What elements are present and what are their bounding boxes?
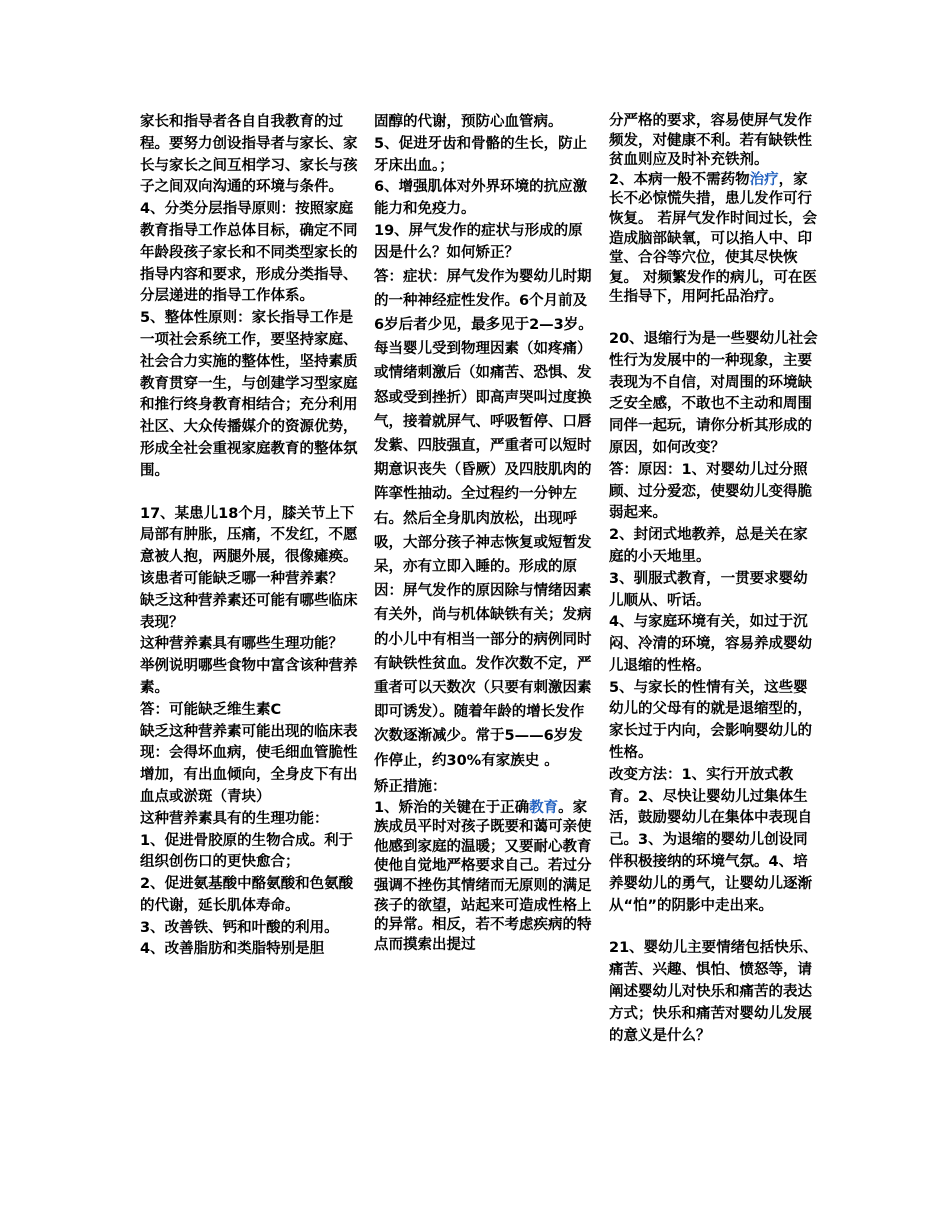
treatment-link[interactable]: 治疗 — [749, 171, 779, 188]
list-item: 4、改善脂肪和类脂特别是胆 — [140, 941, 325, 958]
answer: 答：可能缺乏维生素C — [140, 701, 282, 718]
paragraph: 家长和指导者各自自我教育的过程。要努力创设指导者与家长、家长与家长之间互相学习、家长与孩子之间双向沟通的环境与条件。 — [140, 114, 358, 196]
paragraph: 该患者可能缺乏哪一种营养素？ — [140, 570, 343, 587]
answer: 答：原因：1、对婴幼儿过分照顾、过分爱恋，使婴幼儿变得脆弱起来。 — [609, 461, 812, 522]
paragraph: 分严格的要求，容易使屏气发作频发，对健康不利。若有缺铁性贫血则应及时补充铁剂。 — [609, 113, 812, 169]
answer: 答：症状：屏气发作为婴幼儿时期的一种神经症性发作。6个月前及6岁后者少见，最多见于2—3岁。每当婴儿受到物理因素（如疼痛）或情绪刺激后（如痛苦、恐惧、发怒或受到挫折）即高声哭叫过度换气，接着就屏气、呼吸暂停、口唇发紫、四肢强直，严重者可以短时期意识丧失（昏厥）及四肢肌肉的阵挛性抽动。全过程约一分钟左右。然后全身肌肉放松，出现呼吸，大部分孩子神志恢复或短暂发呆，亦有立即入睡的。形成的原因：屏气发作的原因除与情绪因素有关外，尚与机体缺铁有关；发病的小儿中有相当一部分的病例同时有缺铁性贫血。发作次数不定，严重者可以天数次（只要有刺激因素即可诱发）。随着年龄的增长发作次数逐渐减少。常于5——6岁发作停止，约30%有家族史 。 — [374, 268, 593, 769]
paragraph-text: 1、矫治的关键在于正确 — [374, 799, 530, 816]
paragraph: 缺乏这种营养素还可能有哪些临床表现？ — [140, 592, 358, 631]
paragraph-text: 。家族成员平时对孩子既要和蔼可亲使他感到家庭的温暖；又要耐心教育使他自觉地严格要求自己。若过分强调不挫伤其情绪而无原则的满足孩子的欲望，站起来可造成性格上的异常。相反，若不考虑疾病的特点而摸索出提过 — [374, 799, 592, 953]
paragraph: 5、整体性原则：家长指导工作是一项社会系统工作，要坚持家庭、社会合力实施的整体性，坚持素质教育贯穿一生，与创建学习型家庭和推行终身教育相结合；充分利用社区、大众传播媒介的资源优势，形成全社会重视家庭教育的整体氛围。 — [140, 310, 358, 479]
list-item: 1、促进骨胶原的生物合成。利于组织创伤口的更快愈合； — [140, 832, 354, 871]
paragraph: 改变方法：1、实行开放式教育。2、尽快让婴幼儿过集体生活，鼓励婴幼儿在集体中表现自己。3、为退缩的婴幼儿创设同伴积极接纳的环境气氛。4、培养婴幼儿的勇气，让婴幼儿逐渐从“怕”的阴影中走出来。 — [609, 766, 812, 914]
paragraph: 这种营养素具有的生理功能： — [140, 810, 329, 827]
paragraph: 矫正措施： — [374, 778, 447, 795]
column-1 — [140, 112, 358, 961]
paragraph: 5、促进牙齿和骨骼的生长，防止牙床出血。； — [374, 135, 588, 174]
column-3 — [609, 112, 821, 1047]
education-link[interactable]: 教育 — [529, 799, 559, 816]
paragraph-text: 2、本病一般不需药物 — [609, 171, 750, 188]
question-17: 17、某患儿18个月，膝关节上下局部有肿胀，压痛，不发红，不愿意被人抱，两腿外展，很像瘫痪。 — [140, 505, 358, 566]
question-19: 19、屏气发作的症状与形成的原因是什么？如何矫正？ — [374, 222, 583, 261]
paragraph: 6、增强肌体对外界环境的抗应激能力和免疫力。 — [374, 179, 588, 218]
list-item: 2、封闭式地教养，总是关在家庭的小天地里。 — [609, 527, 808, 565]
paragraph — [609, 171, 821, 308]
question-20: 20、退缩行为是一些婴幼儿社会性行为发展中的一种现象，主要表现为不自信，对周围的环境缺乏安全感，不敢也不主动和周围同伴一起玩，请你分析其形成的原因，如何改变？ — [609, 330, 818, 456]
list-item: 3、改善铁、钙和叶酸的利用。 — [140, 919, 339, 936]
list-item: 3、驯服式教育，一贯要求婴幼儿顺从、听话。 — [609, 570, 808, 609]
paragraph — [374, 799, 596, 956]
list-item: 5、与家长的性情有关，这些婴幼儿的父母有的就是退缩型的，家长过于内向，会影响婴幼儿的性格。 — [609, 679, 812, 762]
paragraph: 这种营养素具有哪些生理功能？ — [140, 636, 343, 653]
list-item: 4、与家庭环境有关，如过于沉闷、冷清的环境，容易养成婴幼儿退缩的性格。 — [609, 614, 812, 674]
column-2 — [374, 112, 596, 955]
paragraph-text: ，家长不必惊慌失措，患儿发作可行恢复。 若屏气发作时间过长，会造成脑部缺氧，可以掐人中、印堂、合谷等穴位，使其尽快恢复。 对频繁发作的病儿，可在医生指导下，用阿托品治疗。 — [609, 171, 818, 306]
paragraph: 举例说明哪些食物中富含该种营养素。 — [140, 658, 358, 696]
list-item: 2、促进氨基酸中酪氨酸和色氨酸的代谢，延长肌体寿命。 — [140, 876, 354, 914]
paragraph: 缺乏这种营养素可能出现的临床表现：会得坏血病，使毛细血管脆性增加，有出血倾向，全身皮下有出血点或淤斑（青块） — [140, 723, 358, 805]
paragraph: 4、分类分层指导原则：按照家庭教育指导工作总体目标，确定不同年龄段孩子家长和不同类型家长的指导内容和要求，形成分类指导、分层递进的指导工作体系。 — [140, 201, 358, 305]
paragraph: 固醇的代谢，预防心血管病。 — [374, 114, 563, 130]
question-21: 21、婴幼儿主要情绪包括快乐、痛苦、兴趣、惧怕、愤怒等，请阐述婴幼儿对快乐和痛苦的表达方式；快乐和痛苦对婴幼儿发展的意义是什么？ — [609, 940, 818, 1044]
